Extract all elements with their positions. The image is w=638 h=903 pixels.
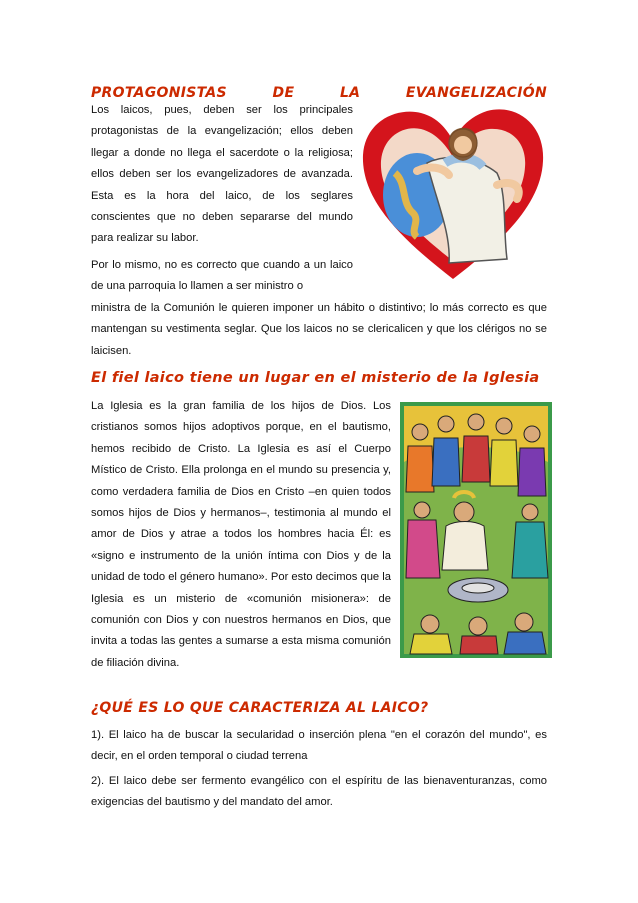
title-word: EVANGELIZACIÓN [405, 85, 547, 101]
title-word: DE [272, 85, 295, 101]
section2-title: El fiel laico tiene un lugar en el misterio de la Iglesia [91, 370, 540, 386]
paragraph-rest: ministra de la Comunión le quieren imponer un hábito o distintivo; lo más correcto es que mantengan su vestimenta seglar. Que los laicos no se clericalicen y que los clérigos no se laicisen. [91, 301, 547, 357]
section3-title: ¿QUÉ ES LO QUE CARACTERIZA AL LAICO? [91, 700, 429, 716]
paragraph-start: Por lo mismo, no es correcto que cuando a un laico de una parroquia lo llamen a ser ministro o [91, 259, 353, 293]
characteristic-item-2: 2). El laico debe ser fermento evangélico con el espíritu de las bienaventuranzas, como exigencias del bautismo y del mandato del amor. [91, 775, 547, 809]
church-community-illustration [400, 402, 552, 658]
section1-title [91, 85, 547, 101]
section2-paragraph: La Iglesia es la gran familia de los hijos de Dios. Los cristianos somos hijos adoptivos porque, en el bautismo, hemos recibido de Cristo. La Iglesia es así el Cuerpo Místico de Cristo. Ella prolonga en el mundo su presencia y, como verdadera familia de Dios en Cristo –en quien todos somos hijos de Dios y hermanos–, testimonia al mundo el amor de Dios y atrae a todos los hombres hacia Él: es «signo e instrumento de la unión íntima con Dios y de la unidad de todo el género humano». Por esto decimos que la Iglesia es un misterio de «comunión misionera»: de comunión con Dios y con nuestros hermanos en Dios, que invita a todas las gentes a sumarse a esta misma comunión de filiación divina. [91, 400, 391, 669]
title-word: PROTAGONISTAS [91, 85, 227, 101]
characteristic-item-1: 1). El laico ha de buscar la secularidad o inserción plena "en el corazón del mundo", es decir, en el orden temporal o ciudad terrena [91, 729, 547, 763]
section1-paragraph-1: Los laicos, pues, deben ser los principales protagonistas de la evangelización; ellos deben llegar a donde no llega el sacerdote o la religiosa; ellos deben ser los evangelizadores de avanzada. Esta es la hora del laico, de los seglares conscientes que no deben separarse del mundo para realizar su labor. [91, 104, 353, 245]
title-word: LA [339, 85, 361, 101]
central-figure-head [454, 502, 474, 522]
heart-christ-illustration [357, 103, 549, 285]
